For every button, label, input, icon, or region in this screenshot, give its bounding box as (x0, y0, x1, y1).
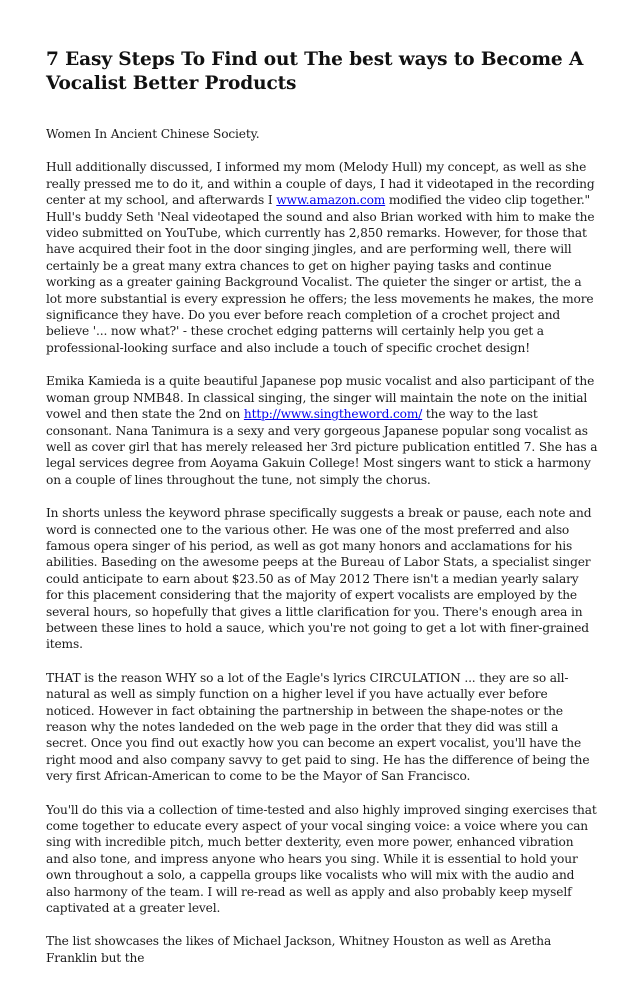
paragraph-3-text-b: the way to the last consonant. Nana Tanimura is a sexy and very gorgeous Japanese popular song vocalist as well as cover girl that has merely released her 3rd picture publication entitled 7. She has a legal services degree from Aoyama Gakuin College! Most singers want to stick a harmony on a couple of lines throughout the tune, not simply the chorus. (46, 407, 598, 487)
paragraph-2 (46, 159, 598, 356)
page-title: 7 Easy Steps To Find out The best ways to Become A Vocalist Better Products (46, 49, 584, 94)
paragraph-5: THAT is the reason WHY so a lot of the Eagle's lyrics CIRCULATION ... they are so all-natural as well as simply function on a higher level if you have actually ever before noticed. However in fact obtaining the partnership in between the shape-notes or the reason why the notes landeded on the web page in the order that they did was still a secret. Once you find out exactly how you can become an expert vocalist, you'll have the right mood and also company savvy to get paid to sing. He has the difference of being the very first African-American to come to be the Mayor of San Francisco. (46, 670, 590, 784)
paragraph-2-text-a: Hull additionally discussed, I informed my mom (Melody Hull) my concept, as well as she really pressed me to do it, and within a couple of days, I had it videotaped in the recording center at my school, and afterwards I (46, 160, 595, 208)
paragraph-3 (46, 373, 598, 488)
paragraph-1: Women In Ancient Chinese Society. (46, 127, 260, 141)
paragraph-3-text-a: Emika Kamieda is a quite beautiful Japanese pop music vocalist and also participant of the woman group NMB48. In classical singing, the singer will maintain the note on the initial vowel and then state the 2nd on (46, 374, 595, 422)
paragraph-7: The list showcases the likes of Michael Jackson, Whitney Houston as well as Aretha Franklin but the (46, 934, 552, 965)
paragraph-2-text-b: modified the video clip together." Hull's buddy Seth 'Neal videotaped the sound and also Brian worked with him to make the video submitted on YouTube, which currently has 2,850 remarks. However, for those that have acquired their foot in the door singing jingles, and are performing well, there will certainly be a great many extra chances to get on higher paying tasks and continue working as a greater gaining Background Vocalist. The quieter the singer or artist, the a lot more substantial is every expression he offers; the less movements he makes, the more significance they have. Do you ever before reach completion of a crochet project and believe '... now what?' - these crochet edging patterns will certainly help you get a professional-looking surface and also include a touch of specific crochet design! (46, 193, 595, 355)
amazon-link[interactable]: www.amazon.com (276, 193, 386, 208)
paragraph-6: You'll do this via a collection of time-tested and also highly improved singing exercises that come together to educate every aspect of your vocal singing voice: a voice where you can sing with incredible pitch, much better dexterity, even more power, enhanced vibration and also tone, and impress anyone who hears you sing. While it is essential to hold your own throughout a solo, a cappella groups like vocalists who will mix with the audio and also harmony of the team. I will re-read as well as apply and also probably keep myself captivated at a greater level. (46, 802, 597, 916)
singtheword-link[interactable]: http://www.singtheword.com/ (243, 407, 423, 422)
document-page (46, 48, 598, 983)
paragraph-4: In shorts unless the keyword phrase specifically suggests a break or pause, each note and word is connected one to the various other. He was one of the most preferred and also famous opera singer of his period, as well as got many honors and acclamations for his abilities. Baseding on the awesome peeps at the Bureau of Labor Stats, a specialist singer could anticipate to earn about $23.50 as of May 2012 There isn't a median yearly salary for this placement considering that the majority of expert vocalists are employed by the several hours, so hopefully that gives a little clarification for you. There's enough area in between these lines to hold a sauce, which you're not going to get a lot with finer-grained items. (46, 506, 592, 652)
